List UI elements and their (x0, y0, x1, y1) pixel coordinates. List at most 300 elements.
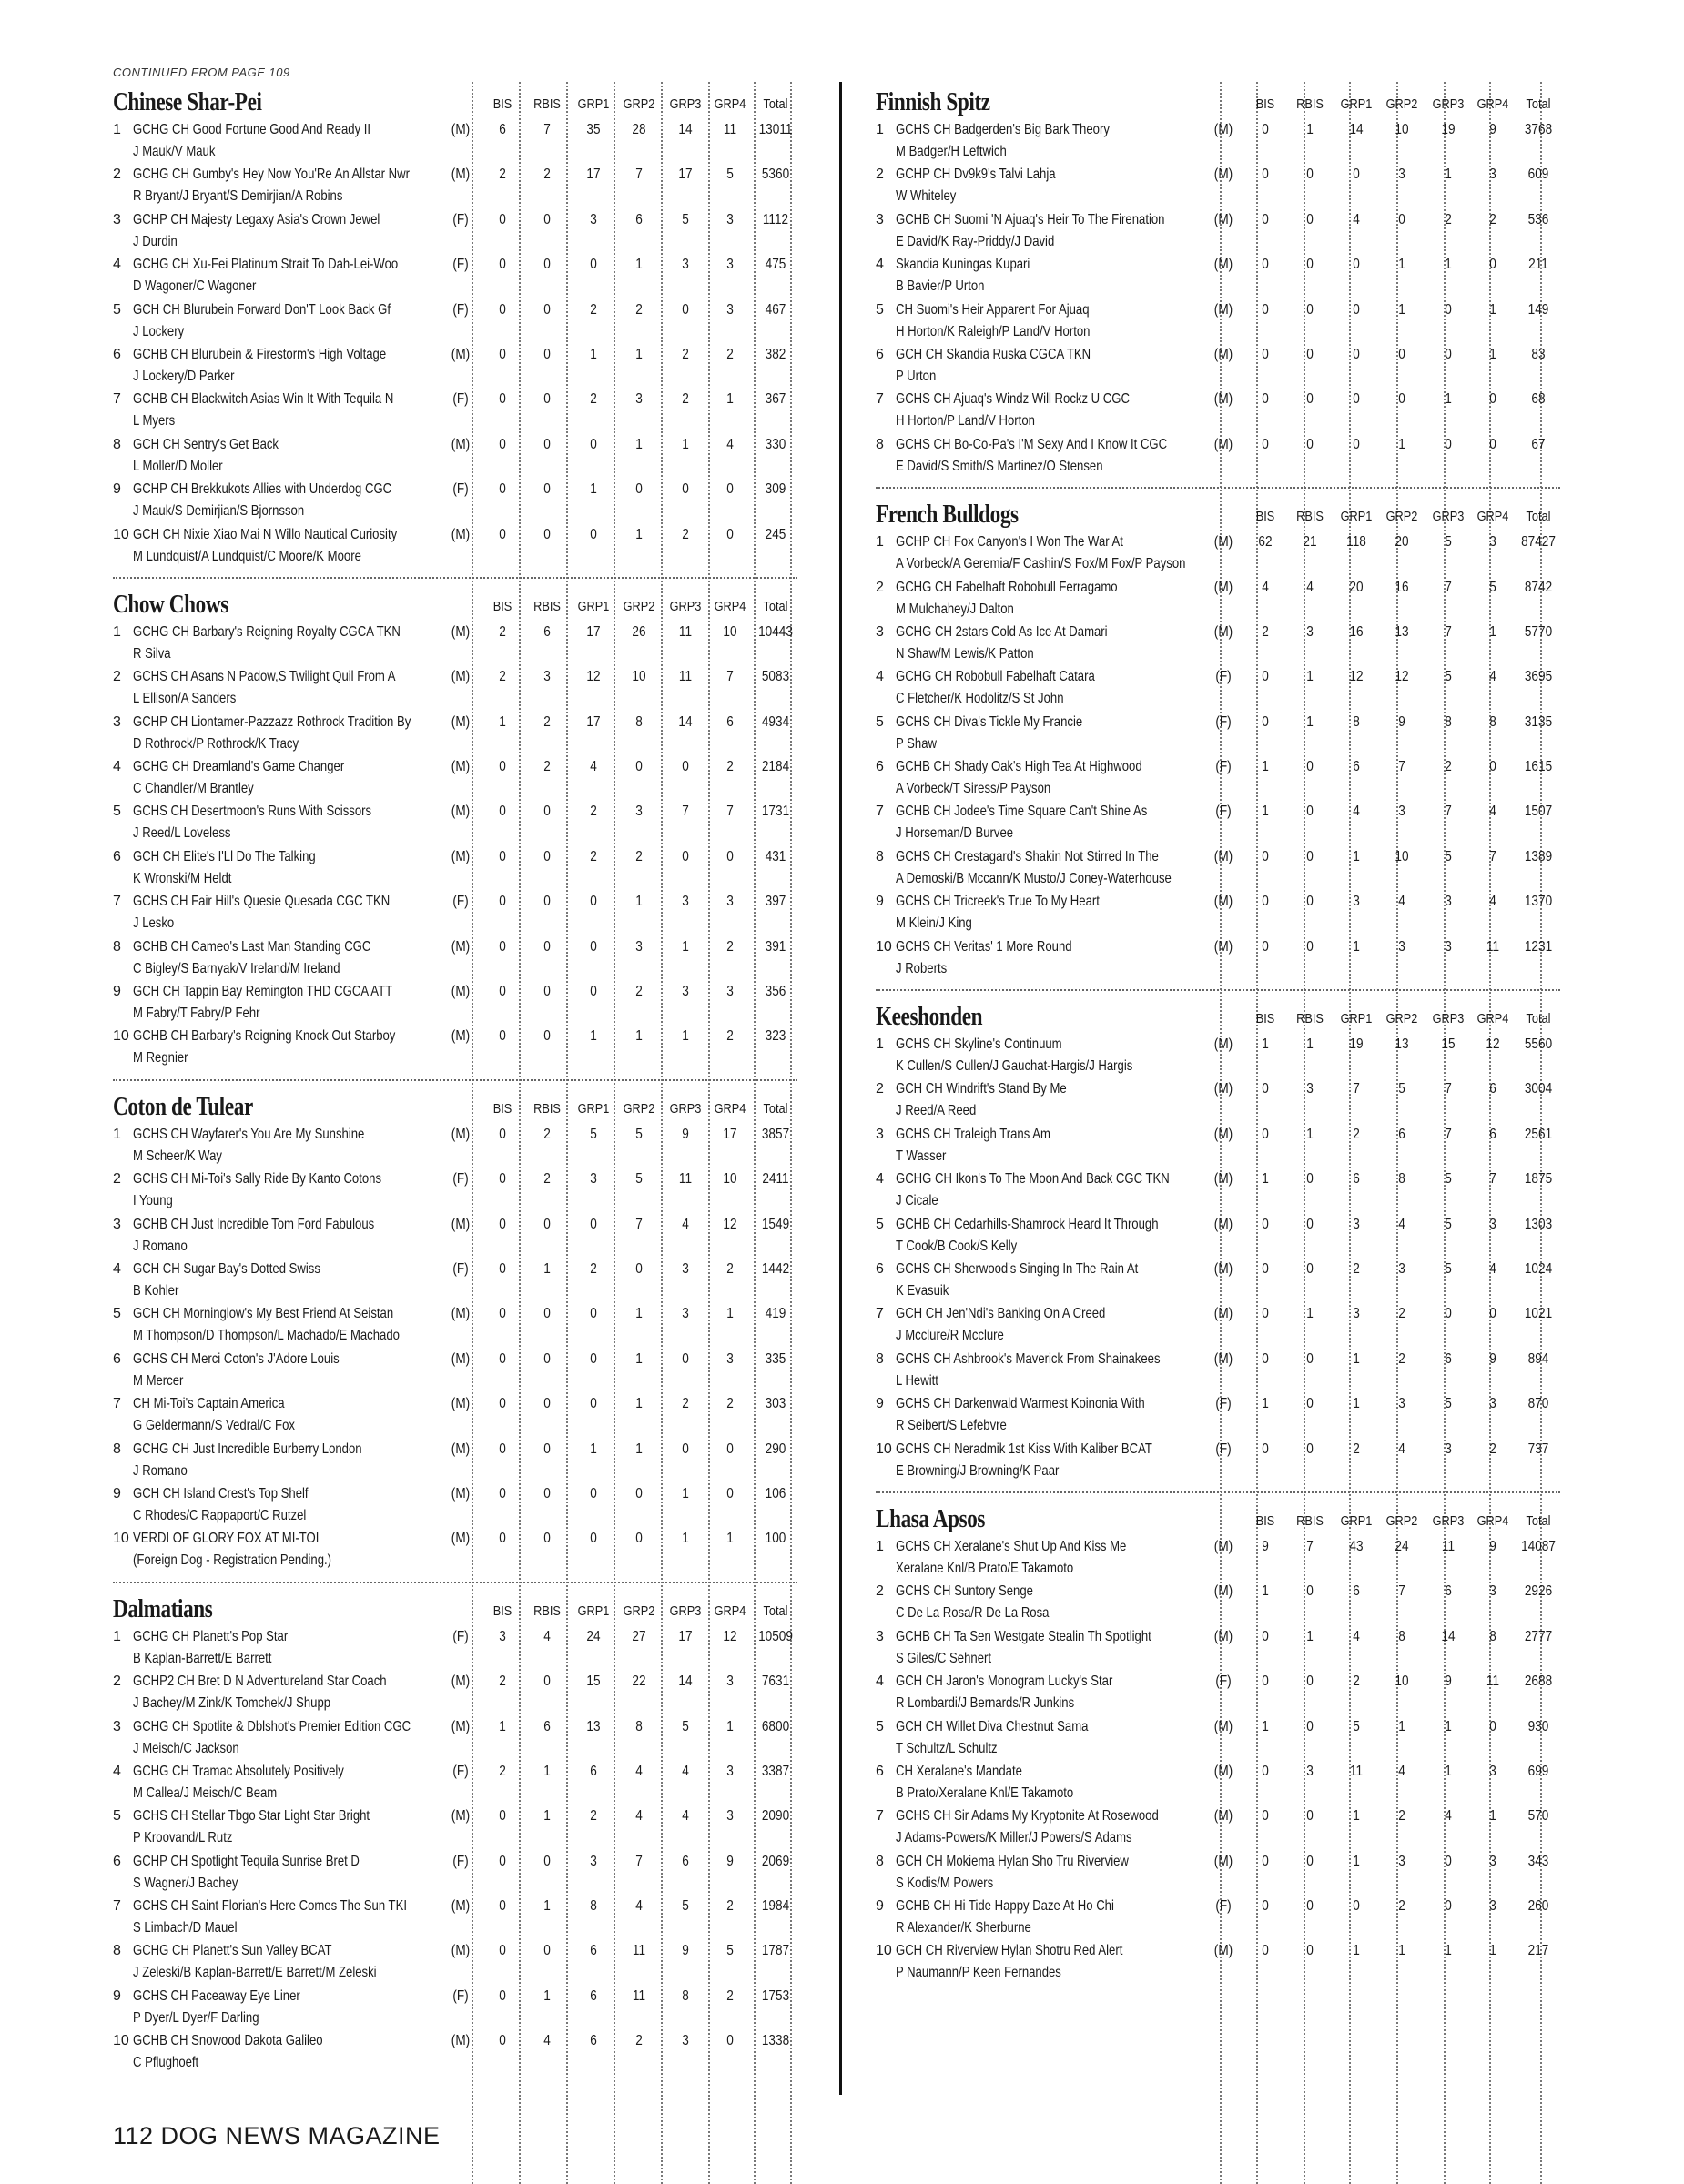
stat-value: 609 (1527, 167, 1549, 183)
sex: (M) (451, 713, 471, 730)
stat-value: 3 (1398, 167, 1405, 183)
stat-value: 1787 (761, 1943, 790, 1959)
table-row (876, 1537, 1560, 1582)
table-row (876, 1259, 1560, 1304)
stat-value: 1 (635, 1441, 643, 1457)
stat-value: 0 (499, 1441, 506, 1457)
stat-value: 2 (1262, 623, 1269, 640)
sex: (M) (1213, 938, 1233, 955)
stat-value: 14 (678, 122, 693, 137)
column-header: GRP4 (1476, 96, 1509, 112)
left-column (113, 86, 797, 2093)
stat-value: 11 (632, 1987, 646, 2004)
dog-name: GCHS CH Ajuaq's Windz Will Rockz U CGC (896, 391, 1130, 408)
stat-value: 0 (1445, 1898, 1452, 1915)
dog-name: GCH CH Riverview Hylan Shotru Red Alert (896, 1943, 1123, 1959)
sex: (M) (451, 759, 471, 775)
dog-name: GCHB CH Blackwitch Asias Win It With Tequila N (133, 391, 394, 408)
owners: A Demoski/B Mccann/K Musto/J Coney-Waterhouse (896, 870, 1172, 886)
owners: C Rhodes/C Rappaport/C Rutzel (133, 1507, 307, 1523)
table-row (876, 1627, 1560, 1672)
breed-title: Finnish Spitz (876, 87, 990, 116)
stat-value: 0 (543, 804, 551, 820)
sex: (M) (1213, 534, 1233, 551)
owners: S Giles/C Sehnert (896, 1650, 992, 1666)
stat-value: 1 (1306, 1036, 1314, 1053)
column-header: RBIS (1296, 1011, 1324, 1027)
stat-value: 6 (1353, 1583, 1360, 1600)
stat-value: 0 (499, 938, 506, 955)
stat-value: 0 (543, 301, 551, 318)
column-header: GRP3 (669, 598, 702, 614)
stat-value: 0 (543, 391, 551, 408)
stat-value: 118 (1346, 534, 1366, 551)
rank: 7 (113, 1396, 121, 1412)
stat-value: 0 (543, 436, 551, 452)
column-header: Total (763, 1603, 788, 1619)
dog-name: GCHG CH Xu-Fei Platinum Strait To Dah-Lei-Woo (133, 257, 399, 273)
column-header: BIS (1255, 1011, 1275, 1027)
stat-value: 2 (1398, 1808, 1405, 1825)
sex: (M) (1213, 1853, 1233, 1869)
sex: (M) (1213, 1171, 1233, 1188)
stat-value: 7 (1398, 759, 1405, 775)
column-header: GRP4 (1476, 1512, 1509, 1529)
sex: (F) (452, 391, 469, 408)
rank: 4 (113, 257, 121, 273)
stat-value: 1 (1353, 1808, 1360, 1825)
stat-value: 0 (1306, 167, 1314, 183)
table-row (113, 480, 797, 524)
stat-value: 4 (590, 759, 597, 775)
sex: (F) (1215, 1673, 1232, 1690)
table-row (113, 757, 797, 802)
stat-value: 8 (590, 1898, 597, 1915)
table-row (113, 525, 797, 570)
stat-value: 1 (1353, 1396, 1360, 1412)
stat-value: 3 (726, 301, 734, 318)
table-row (876, 1304, 1560, 1349)
rank: 6 (113, 346, 121, 362)
rank: 6 (113, 1350, 121, 1367)
rank: 2 (113, 1171, 121, 1188)
stat-value: 11 (1349, 1763, 1364, 1779)
column-header: Total (1526, 1011, 1551, 1027)
sex: (M) (451, 1396, 471, 1412)
table-row (876, 1717, 1560, 1762)
stat-value: 10509 (758, 1628, 793, 1644)
sex: (M) (451, 1306, 471, 1322)
stat-value: 0 (1262, 167, 1269, 183)
stat-value: 1 (1398, 301, 1405, 318)
stat-value: 7 (635, 167, 643, 183)
column-header: GRP3 (669, 1100, 702, 1117)
stat-value: 431 (765, 848, 786, 864)
stat-value: 1 (1398, 1718, 1405, 1734)
column-header: Total (763, 598, 788, 614)
stat-value: 475 (765, 257, 786, 273)
stat-value: 3 (726, 894, 734, 910)
table-row (876, 1896, 1560, 1941)
sex: (M) (1213, 257, 1233, 273)
stat-value: 3 (1445, 938, 1452, 955)
stat-value: 0 (1353, 1898, 1360, 1915)
stat-value: 12 (1395, 669, 1409, 685)
continued-note: CONTINUED FROM PAGE 109 (113, 66, 290, 79)
owners: J Bachey/M Zink/K Tomchek/J Shupp (133, 1695, 331, 1712)
dog-name: GCH CH Elite's I'Ll Do The Talking (133, 848, 316, 864)
owners: M Fabry/T Fabry/P Fehr (133, 1006, 260, 1022)
stat-value: 5 (635, 1126, 643, 1142)
stat-value: 10 (1395, 122, 1409, 137)
stat-value: 382 (765, 346, 786, 362)
section-header (876, 1000, 1560, 1035)
stat-value: 2 (543, 1126, 551, 1142)
stat-value: 2 (1353, 1260, 1360, 1277)
table-row (876, 667, 1560, 712)
stat-value: 0 (590, 436, 597, 452)
stat-value: 4 (635, 1763, 643, 1779)
stat-value: 1984 (761, 1898, 790, 1915)
stat-value: 0 (1489, 257, 1496, 273)
owners: J Meisch/C Jackson (133, 1740, 239, 1756)
stat-value: 1 (1445, 1763, 1452, 1779)
column-header: GRP1 (577, 96, 610, 112)
stat-value: 0 (1306, 1673, 1314, 1690)
stat-value: 1 (1445, 257, 1452, 273)
rank: 1 (113, 1628, 121, 1644)
sex: (M) (1213, 301, 1233, 318)
rank: 1 (876, 534, 884, 551)
stat-value: 27 (632, 1628, 646, 1644)
stat-value: 10443 (758, 623, 793, 640)
owners: H Horton/P Land/V Horton (896, 413, 1035, 430)
stat-value: 0 (499, 481, 506, 498)
owners: J Mauk/S Demirjian/S Bjornsson (133, 503, 305, 520)
dog-name: CH Suomi's Heir Apparent For Ajuaq (896, 301, 1090, 318)
stat-value: 335 (765, 1350, 786, 1367)
sex: (F) (1215, 713, 1232, 730)
stat-value: 5 (1445, 669, 1452, 685)
rank: 8 (113, 1441, 121, 1457)
dog-name: GCHG CH Barbary's Reigning Royalty CGCA TKN (133, 623, 401, 640)
column-header: BIS (1255, 1512, 1275, 1529)
stat-value: 1 (543, 1808, 551, 1825)
stat-value: 2 (726, 1260, 734, 1277)
stat-value: 0 (499, 1171, 506, 1188)
stat-value: 1 (1262, 1036, 1269, 1053)
stat-value: 13 (586, 1718, 601, 1734)
stat-value: 19 (1349, 1036, 1364, 1053)
rank: 1 (876, 1036, 884, 1053)
table-row (113, 1394, 797, 1439)
table-row (876, 1079, 1560, 1124)
table-row (876, 1125, 1560, 1169)
sex: (M) (1213, 848, 1233, 864)
column-header: GRP1 (577, 598, 610, 614)
rank: 8 (876, 1350, 884, 1367)
table-row (876, 210, 1560, 255)
stat-value: 1 (635, 1396, 643, 1412)
dog-name: GCH CH Jen'Ndi's Banking On A Creed (896, 1306, 1106, 1322)
stat-value: 1 (726, 1718, 734, 1734)
rank: 5 (876, 1718, 884, 1734)
table-row (876, 165, 1560, 209)
rank: 3 (876, 211, 884, 228)
stat-value: 0 (1262, 938, 1269, 955)
owners: J Cicale (896, 1193, 938, 1209)
stat-value: 1 (590, 1028, 597, 1045)
sex: (M) (1213, 1763, 1233, 1779)
dog-name: GCHP CH Dv9k9's Talvi Lahja (896, 167, 1056, 183)
rank: 2 (113, 669, 121, 685)
stat-value: 1 (1445, 391, 1452, 408)
stat-value: 0 (1306, 1216, 1314, 1232)
sex: (M) (1213, 391, 1233, 408)
stat-value: 4 (1398, 894, 1405, 910)
stat-value: 11 (1486, 1673, 1500, 1690)
dog-name: GCH CH Sugar Bay's Dotted Swiss (133, 1260, 320, 1277)
stat-value: 11 (678, 623, 693, 640)
stat-value: 24 (586, 1628, 601, 1644)
stat-value: 1 (1398, 1943, 1405, 1959)
stat-value: 2 (1398, 1898, 1405, 1915)
stat-value: 0 (543, 1673, 551, 1690)
sex: (M) (1213, 211, 1233, 228)
stat-value: 1 (543, 1987, 551, 2004)
sex: (M) (1213, 1216, 1233, 1232)
column-header: BIS (492, 1100, 512, 1117)
table-row (113, 1169, 797, 1214)
stat-value: 7631 (761, 1673, 790, 1690)
sex: (M) (451, 1216, 471, 1232)
rank: 2 (876, 579, 884, 595)
stat-value: 5 (726, 167, 734, 183)
owners: M Mercer (133, 1372, 184, 1389)
stat-value: 0 (590, 984, 597, 1000)
stat-value: 1 (1353, 1350, 1360, 1367)
column-header: GRP3 (1432, 1011, 1465, 1027)
column-header: GRP3 (1432, 96, 1465, 112)
stat-value: 0 (1306, 301, 1314, 318)
column-divider (839, 82, 842, 2095)
dog-name: GCHB CH Ta Sen Westgate Stealin Th Spotlight (896, 1628, 1151, 1644)
stat-value: 2 (543, 1171, 551, 1188)
rank: 8 (113, 938, 121, 955)
stat-value: 20 (1349, 579, 1364, 595)
breed-title: Lhasa Apsos (876, 1503, 986, 1533)
rank: 9 (876, 1898, 884, 1915)
stat-value: 0 (499, 1898, 506, 1915)
rank: 7 (876, 391, 884, 408)
sex: (F) (452, 1628, 469, 1644)
dog-name: CH Xeralane's Mandate (896, 1763, 1022, 1779)
stat-value: 1 (726, 391, 734, 408)
stat-value: 2 (1353, 1673, 1360, 1690)
stat-value: 0 (1262, 301, 1269, 318)
stat-value: 1 (1445, 1718, 1452, 1734)
stat-value: 1731 (761, 804, 790, 820)
sex: (M) (1213, 1943, 1233, 1959)
stat-value: 0 (590, 1396, 597, 1412)
stat-value: 0 (499, 1987, 506, 2004)
stat-value: 11 (1441, 1538, 1456, 1554)
stat-value: 3 (1353, 1216, 1360, 1232)
sex: (F) (452, 1853, 469, 1869)
stat-value: 22 (632, 1673, 646, 1690)
table-row (113, 1762, 797, 1806)
breed-section (113, 588, 797, 1081)
stat-value: 0 (590, 257, 597, 273)
stat-value: 11 (723, 122, 737, 137)
dog-name: GCHP CH Brekkukots Allies with Underdog CGC (133, 481, 392, 498)
stat-value: 7 (1489, 1171, 1496, 1188)
stat-value: 391 (765, 938, 786, 955)
stat-value: 0 (726, 1485, 734, 1502)
stat-value: 0 (1306, 1171, 1314, 1188)
owners: T Cook/B Cook/S Kelly (896, 1238, 1018, 1254)
stat-value: 309 (765, 481, 786, 498)
rank: 10 (876, 938, 892, 955)
stat-value: 6 (1489, 1081, 1496, 1097)
stat-value: 2 (726, 759, 734, 775)
stat-value: 2 (590, 301, 597, 318)
stat-value: 13 (1395, 623, 1409, 640)
table-row (113, 1440, 797, 1484)
column-header: Total (1526, 96, 1551, 112)
owners: R Silva (133, 645, 171, 662)
rank: 1 (113, 623, 121, 640)
stat-value: 0 (499, 1350, 506, 1367)
owners: S Kodis/M Powers (896, 1875, 994, 1891)
stat-value: 43 (1349, 1538, 1364, 1554)
stat-value: 0 (1262, 346, 1269, 362)
owners: R Lombardi/J Bernards/R Junkins (896, 1695, 1075, 1712)
owners: J Lockery/D Parker (133, 368, 235, 384)
column-header: Total (763, 1100, 788, 1117)
rank: 7 (113, 894, 121, 910)
page-footer: 112 DOG NEWS MAGAZINE (113, 2122, 441, 2149)
stat-value: 0 (590, 1306, 597, 1322)
stat-value: 1 (682, 1028, 689, 1045)
stat-value: 217 (1527, 1943, 1549, 1959)
stat-value: 83 (1531, 346, 1546, 362)
stat-value: 0 (1353, 346, 1360, 362)
dog-name: GCHS CH Veritas' 1 More Round (896, 938, 1072, 955)
stat-value: 12 (1349, 669, 1364, 685)
rank: 3 (113, 1216, 121, 1232)
stat-value: 0 (726, 2033, 734, 2049)
stat-value: 0 (1306, 938, 1314, 955)
dog-name: GCHG CH Fabelhaft Robobull Ferragamo (896, 579, 1118, 595)
stat-value: 0 (543, 481, 551, 498)
rank: 8 (113, 1943, 121, 1959)
stat-value: 330 (765, 436, 786, 452)
stat-value: 0 (499, 1808, 506, 1825)
owners: M Callea/J Meisch/C Beam (133, 1785, 278, 1801)
dog-name: GCHS CH Merci Coton's J'Adore Louis (133, 1350, 340, 1367)
stat-value: 0 (543, 1441, 551, 1457)
stat-value: 8 (1489, 1628, 1496, 1644)
column-header: RBIS (533, 1100, 561, 1117)
stat-value: 0 (1306, 436, 1314, 452)
section-header (113, 1592, 797, 1627)
dog-name: GCH CH Blurubein Forward Don'T Look Back Gf (133, 301, 391, 318)
table-row (113, 667, 797, 712)
sex: (M) (451, 1350, 471, 1367)
stat-value: 0 (543, 1853, 551, 1869)
owners: A Vorbeck/T Siress/P Payson (896, 781, 1051, 797)
sex: (M) (1213, 1538, 1233, 1554)
stat-value: 1 (1353, 848, 1360, 864)
stat-value: 5 (1489, 579, 1496, 595)
sex: (M) (451, 346, 471, 362)
stat-value: 0 (590, 1531, 597, 1547)
owners: J Lockery (133, 323, 185, 339)
rank: 4 (876, 669, 884, 685)
stat-value: 1507 (1524, 804, 1553, 820)
stat-value: 6 (590, 1763, 597, 1779)
stat-value: 3 (682, 984, 689, 1000)
stat-value: 7 (682, 804, 689, 820)
sex: (F) (452, 257, 469, 273)
dog-name: GCH CH Morninglow's My Best Friend At Seistan (133, 1306, 394, 1322)
table-row (876, 892, 1560, 936)
stat-value: 5 (590, 1126, 597, 1142)
stat-value: 0 (499, 894, 506, 910)
table-row (113, 210, 797, 255)
rank: 7 (876, 804, 884, 820)
stat-value: 0 (499, 759, 506, 775)
stat-value: 0 (1306, 257, 1314, 273)
stat-value: 0 (635, 1260, 643, 1277)
column-header: RBIS (533, 96, 561, 112)
sex: (M) (451, 1898, 471, 1915)
dog-name: GCHB CH Shady Oak's High Tea At Highwood (896, 759, 1142, 775)
stat-value: 11 (678, 1171, 693, 1188)
stat-value: 0 (1306, 1853, 1314, 1869)
stat-value: 1 (1306, 1306, 1314, 1322)
stat-value: 0 (499, 1853, 506, 1869)
rank: 4 (876, 257, 884, 273)
dog-name: GCHG CH Spotlite & Dblshot's Premier Edition CGC (133, 1718, 411, 1734)
stat-value: 67 (1531, 436, 1546, 452)
stat-value: 3 (1353, 894, 1360, 910)
table-row (876, 345, 1560, 389)
rank: 9 (113, 1485, 121, 1502)
table-row (876, 802, 1560, 846)
owners: J Mauk/V Mauk (133, 144, 216, 159)
owners: M Mulchahey/J Dalton (896, 601, 1014, 617)
stat-value: 1549 (761, 1216, 790, 1232)
stat-value: 3387 (761, 1763, 790, 1779)
stat-value: 0 (1306, 1808, 1314, 1825)
dog-name: GCH CH Nixie Xiao Mai N Willo Nautical Curiosity (133, 526, 398, 542)
table-row (876, 622, 1560, 667)
stat-value: 0 (1489, 391, 1496, 408)
stat-value: 1 (1489, 1808, 1496, 1825)
column-header: BIS (1255, 509, 1275, 525)
stat-value: 0 (1398, 391, 1405, 408)
sex: (F) (452, 1260, 469, 1277)
rank: 7 (876, 1808, 884, 1825)
sex: (F) (452, 1763, 469, 1779)
stat-value: 8 (1489, 713, 1496, 730)
dog-name: GCHG CH 2stars Cold As Ice At Damari (896, 623, 1108, 640)
column-header: GRP1 (577, 1100, 610, 1117)
stat-value: 0 (1353, 257, 1360, 273)
stat-value: 9 (682, 1943, 689, 1959)
